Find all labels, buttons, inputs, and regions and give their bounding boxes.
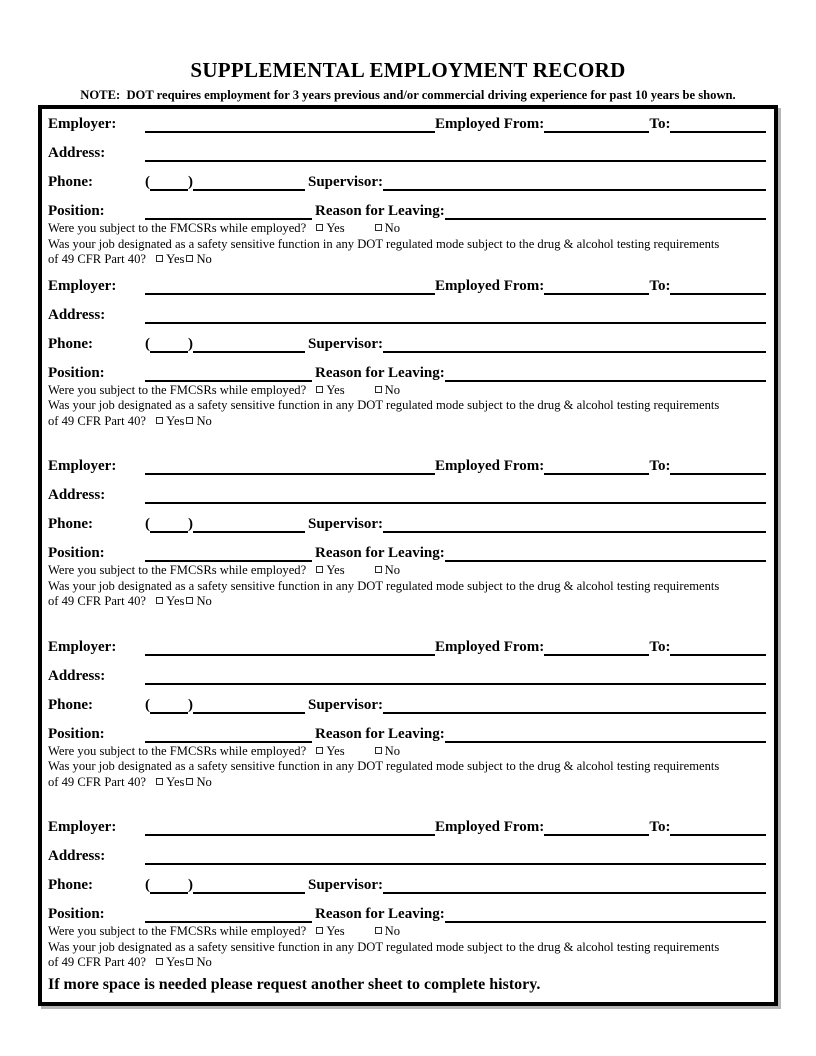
phone-number-input[interactable] bbox=[193, 875, 305, 894]
fmcsr-yes-checkbox[interactable] bbox=[316, 386, 323, 393]
phone-row bbox=[48, 513, 766, 533]
safety-sensitive-question-line1: Was your job designated as a safety sensitive function in any DOT regulated mode subject to the drug & alcohol testing requirements bbox=[48, 398, 720, 412]
employed-from-label: Employed From: bbox=[435, 116, 545, 132]
employed-from-input[interactable] bbox=[544, 276, 649, 295]
employer-label: Employer: bbox=[48, 458, 117, 474]
fmcsr-no-label: No bbox=[384, 382, 401, 397]
phone-row bbox=[48, 874, 766, 894]
employment-block-5 bbox=[48, 816, 766, 971]
fmcsr-question bbox=[48, 744, 766, 760]
employer-input[interactable] bbox=[145, 456, 435, 475]
form-box bbox=[38, 105, 778, 1006]
supervisor-input[interactable] bbox=[383, 172, 766, 191]
address-row bbox=[48, 304, 766, 324]
fmcsr-no-label: No bbox=[384, 563, 401, 577]
reason-for-leaving-label: Reason for Leaving: bbox=[315, 203, 445, 219]
fmcsr-no-checkbox[interactable] bbox=[375, 927, 382, 934]
phone-area-code-input[interactable] bbox=[150, 172, 188, 191]
fmcsr-yes-label: Yes bbox=[326, 924, 345, 938]
safety-sensitive-question-line1: Was your job designated as a safety sensitive function in any DOT regulated mode subject to the drug & alcohol testing requirements bbox=[48, 759, 720, 773]
cfr-no-checkbox[interactable] bbox=[186, 255, 193, 262]
safety-sensitive-question-line2 bbox=[48, 775, 766, 791]
address-label: Address: bbox=[48, 667, 106, 684]
cfr-yes-checkbox[interactable] bbox=[156, 255, 163, 262]
employer-input[interactable] bbox=[145, 817, 435, 836]
supervisor-input[interactable] bbox=[383, 695, 766, 714]
position-row bbox=[48, 903, 766, 923]
employer-row bbox=[48, 816, 766, 836]
cfr-yes-checkbox[interactable] bbox=[156, 778, 163, 785]
position-label: Position: bbox=[48, 364, 105, 381]
phone-row bbox=[48, 333, 766, 353]
safety-sensitive-question-line1: Was your job designated as a safety sensitive function in any DOT regulated mode subject to the drug & alcohol testing requirements bbox=[48, 236, 720, 251]
employed-to-input[interactable] bbox=[670, 817, 766, 836]
reason-for-leaving-input[interactable] bbox=[445, 543, 766, 562]
position-input[interactable] bbox=[145, 904, 312, 923]
cfr-no-checkbox[interactable] bbox=[186, 597, 193, 604]
fmcsr-yes-label: Yes bbox=[326, 743, 345, 758]
employed-to-label: To: bbox=[649, 277, 671, 294]
employer-label: Employer: bbox=[48, 277, 117, 294]
cfr-yes-label: Yes bbox=[166, 252, 185, 266]
safety-sensitive-question bbox=[48, 759, 766, 790]
area-code-close-paren: ) bbox=[188, 335, 193, 352]
fmcsr-yes-checkbox[interactable] bbox=[316, 927, 323, 934]
address-label: Address: bbox=[48, 145, 106, 161]
phone-area-code-input[interactable] bbox=[150, 514, 188, 533]
fmcsr-question-text: Were you subject to the FMCSRs while employed? bbox=[48, 221, 310, 235]
employed-to-label: To: bbox=[649, 819, 671, 835]
employment-block-3 bbox=[48, 455, 766, 610]
employment-block-2 bbox=[48, 275, 766, 430]
safety-sensitive-question-line2 bbox=[48, 955, 766, 971]
cfr-yes-checkbox[interactable] bbox=[156, 958, 163, 965]
cfr-yes-label: Yes bbox=[166, 413, 185, 428]
fmcsr-question bbox=[48, 221, 766, 237]
phone-row bbox=[48, 694, 766, 714]
address-row bbox=[48, 142, 766, 162]
footer-note: If more space is needed please request another sheet to complete history. bbox=[48, 975, 541, 993]
phone-label: Phone: bbox=[48, 877, 93, 893]
cfr-no-label: No bbox=[196, 252, 212, 266]
employer-input[interactable] bbox=[145, 637, 435, 656]
employed-from-label: Employed From: bbox=[435, 277, 545, 294]
address-label: Address: bbox=[48, 487, 106, 503]
supervisor-label: Supervisor: bbox=[308, 516, 383, 532]
cfr-no-checkbox[interactable] bbox=[186, 958, 193, 965]
position-row bbox=[48, 200, 766, 220]
fmcsr-yes-checkbox[interactable] bbox=[316, 566, 323, 573]
employer-row bbox=[48, 455, 766, 475]
fmcsr-question-text: Were you subject to the FMCSRs while employed? bbox=[48, 924, 310, 938]
cfr-yes-checkbox[interactable] bbox=[156, 417, 163, 424]
employed-from-input[interactable] bbox=[544, 456, 649, 475]
cfr-no-checkbox[interactable] bbox=[186, 417, 193, 424]
position-label: Position: bbox=[48, 906, 105, 922]
phone-label: Phone: bbox=[48, 516, 93, 532]
employer-input[interactable] bbox=[145, 276, 435, 295]
area-code-open-paren: ( bbox=[145, 174, 150, 190]
safety-sensitive-question bbox=[48, 940, 766, 971]
address-input[interactable] bbox=[145, 666, 766, 685]
area-code-open-paren: ( bbox=[145, 877, 150, 893]
supervisor-input[interactable] bbox=[383, 875, 766, 894]
phone-number-input[interactable] bbox=[193, 334, 305, 353]
cfr-no-checkbox[interactable] bbox=[186, 778, 193, 785]
cfr-part-40-text: of 49 CFR Part 40? bbox=[48, 955, 150, 969]
address-input[interactable] bbox=[145, 143, 766, 162]
fmcsr-question bbox=[48, 383, 766, 399]
area-code-close-paren: ) bbox=[188, 516, 193, 532]
safety-sensitive-question bbox=[48, 398, 766, 429]
employed-to-label: To: bbox=[649, 116, 671, 132]
supervisor-input[interactable] bbox=[383, 334, 766, 353]
supervisor-label: Supervisor: bbox=[308, 877, 383, 893]
phone-area-code-input[interactable] bbox=[150, 875, 188, 894]
address-row bbox=[48, 484, 766, 504]
safety-sensitive-question-line2 bbox=[48, 594, 766, 610]
supervisor-label: Supervisor: bbox=[308, 696, 383, 713]
reason-for-leaving-input[interactable] bbox=[445, 904, 766, 923]
employed-from-input[interactable] bbox=[544, 114, 649, 133]
employer-input[interactable] bbox=[145, 114, 435, 133]
phone-area-code-input[interactable] bbox=[150, 695, 188, 714]
position-input[interactable] bbox=[145, 543, 312, 562]
position-label: Position: bbox=[48, 545, 105, 561]
employer-row bbox=[48, 275, 766, 295]
fmcsr-yes-label: Yes bbox=[326, 221, 345, 235]
reason-for-leaving-label: Reason for Leaving: bbox=[315, 364, 445, 381]
phone-label: Phone: bbox=[48, 696, 93, 713]
employed-to-label: To: bbox=[649, 458, 671, 474]
address-label: Address: bbox=[48, 848, 106, 864]
employed-to-input[interactable] bbox=[670, 276, 766, 295]
safety-sensitive-question bbox=[48, 579, 766, 610]
supervisor-label: Supervisor: bbox=[308, 174, 383, 190]
blocks-container bbox=[48, 113, 766, 971]
fmcsr-question-text: Were you subject to the FMCSRs while employed? bbox=[48, 743, 310, 758]
area-code-open-paren: ( bbox=[145, 516, 150, 532]
position-input[interactable] bbox=[145, 724, 312, 743]
cfr-yes-label: Yes bbox=[166, 594, 185, 608]
reason-for-leaving-input[interactable] bbox=[445, 363, 766, 382]
employed-from-label: Employed From: bbox=[435, 638, 545, 655]
employer-label: Employer: bbox=[48, 819, 117, 835]
position-input[interactable] bbox=[145, 201, 312, 220]
safety-sensitive-question-line2 bbox=[48, 414, 766, 430]
phone-label: Phone: bbox=[48, 174, 93, 190]
employer-label: Employer: bbox=[48, 638, 117, 655]
fmcsr-no-checkbox[interactable] bbox=[375, 386, 382, 393]
cfr-yes-label: Yes bbox=[166, 955, 185, 969]
employment-block-1 bbox=[48, 113, 766, 268]
address-input[interactable] bbox=[145, 305, 766, 324]
fmcsr-question bbox=[48, 924, 766, 940]
fmcsr-no-label: No bbox=[384, 221, 401, 235]
area-code-open-paren: ( bbox=[145, 696, 150, 713]
cfr-part-40-text: of 49 CFR Part 40? bbox=[48, 774, 150, 789]
employed-to-input[interactable] bbox=[670, 637, 766, 656]
area-code-close-paren: ) bbox=[188, 696, 193, 713]
safety-sensitive-question-line1: Was your job designated as a safety sensitive function in any DOT regulated mode subject to the drug & alcohol testing requirements bbox=[48, 939, 720, 954]
employed-from-label: Employed From: bbox=[435, 819, 545, 835]
fmcsr-no-label: No bbox=[384, 924, 401, 938]
phone-label: Phone: bbox=[48, 335, 93, 352]
fmcsr-no-label: No bbox=[384, 743, 401, 758]
employed-from-input[interactable] bbox=[544, 817, 649, 836]
phone-number-input[interactable] bbox=[193, 172, 305, 191]
phone-number-input[interactable] bbox=[193, 695, 305, 714]
position-label: Position: bbox=[48, 725, 105, 742]
cfr-no-label: No bbox=[196, 594, 212, 608]
form-title: SUPPLEMENTAL EMPLOYMENT RECORD bbox=[190, 58, 626, 82]
reason-for-leaving-label: Reason for Leaving: bbox=[315, 545, 445, 561]
cfr-yes-label: Yes bbox=[166, 774, 185, 789]
position-row bbox=[48, 542, 766, 562]
fmcsr-question bbox=[48, 563, 766, 579]
safety-sensitive-question bbox=[48, 237, 766, 268]
supervisor-label: Supervisor: bbox=[308, 335, 383, 352]
employer-label: Employer: bbox=[48, 116, 117, 132]
employer-row bbox=[48, 636, 766, 656]
supervisor-input[interactable] bbox=[383, 514, 766, 533]
cfr-no-label: No bbox=[196, 413, 212, 428]
employed-to-label: To: bbox=[649, 638, 671, 655]
reason-for-leaving-label: Reason for Leaving: bbox=[315, 725, 445, 742]
fmcsr-yes-checkbox[interactable] bbox=[316, 747, 323, 754]
address-label: Address: bbox=[48, 306, 106, 323]
address-row bbox=[48, 665, 766, 685]
fmcsr-yes-label: Yes bbox=[326, 382, 345, 397]
fmcsr-no-checkbox[interactable] bbox=[375, 747, 382, 754]
employed-to-input[interactable] bbox=[670, 456, 766, 475]
cfr-no-label: No bbox=[196, 955, 212, 969]
fmcsr-question-text: Were you subject to the FMCSRs while employed? bbox=[48, 563, 310, 577]
employed-from-label: Employed From: bbox=[435, 458, 545, 474]
form-note: NOTE: DOT requires employment for 3 years previous and/or commercial driving experience for past 10 years be shown. bbox=[80, 88, 736, 102]
safety-sensitive-question-line1: Was your job designated as a safety sensitive function in any DOT regulated mode subject to the drug & alcohol testing requirements bbox=[48, 578, 720, 593]
phone-row bbox=[48, 171, 766, 191]
cfr-part-40-text: of 49 CFR Part 40? bbox=[48, 594, 150, 608]
cfr-yes-checkbox[interactable] bbox=[156, 597, 163, 604]
reason-for-leaving-input[interactable] bbox=[445, 724, 766, 743]
position-input[interactable] bbox=[145, 363, 312, 382]
cfr-no-label: No bbox=[196, 774, 212, 789]
employed-to-input[interactable] bbox=[670, 114, 766, 133]
position-row bbox=[48, 723, 766, 743]
phone-area-code-input[interactable] bbox=[150, 334, 188, 353]
fmcsr-no-checkbox[interactable] bbox=[375, 224, 382, 231]
fmcsr-no-checkbox[interactable] bbox=[375, 566, 382, 573]
fmcsr-question-text: Were you subject to the FMCSRs while employed? bbox=[48, 382, 310, 397]
address-row bbox=[48, 845, 766, 865]
employer-row bbox=[48, 113, 766, 133]
reason-for-leaving-label: Reason for Leaving: bbox=[315, 906, 445, 922]
position-row bbox=[48, 362, 766, 382]
safety-sensitive-question-line2 bbox=[48, 252, 766, 268]
cfr-part-40-text: of 49 CFR Part 40? bbox=[48, 413, 150, 428]
employed-from-input[interactable] bbox=[544, 637, 649, 656]
reason-for-leaving-input[interactable] bbox=[445, 201, 766, 220]
fmcsr-yes-checkbox[interactable] bbox=[316, 224, 323, 231]
area-code-close-paren: ) bbox=[188, 877, 193, 893]
address-input[interactable] bbox=[145, 485, 766, 504]
employment-block-4 bbox=[48, 636, 766, 791]
fmcsr-yes-label: Yes bbox=[326, 563, 345, 577]
position-label: Position: bbox=[48, 203, 105, 219]
area-code-close-paren: ) bbox=[188, 174, 193, 190]
phone-number-input[interactable] bbox=[193, 514, 305, 533]
address-input[interactable] bbox=[145, 846, 766, 865]
area-code-open-paren: ( bbox=[145, 335, 150, 352]
cfr-part-40-text: of 49 CFR Part 40? bbox=[48, 252, 150, 266]
